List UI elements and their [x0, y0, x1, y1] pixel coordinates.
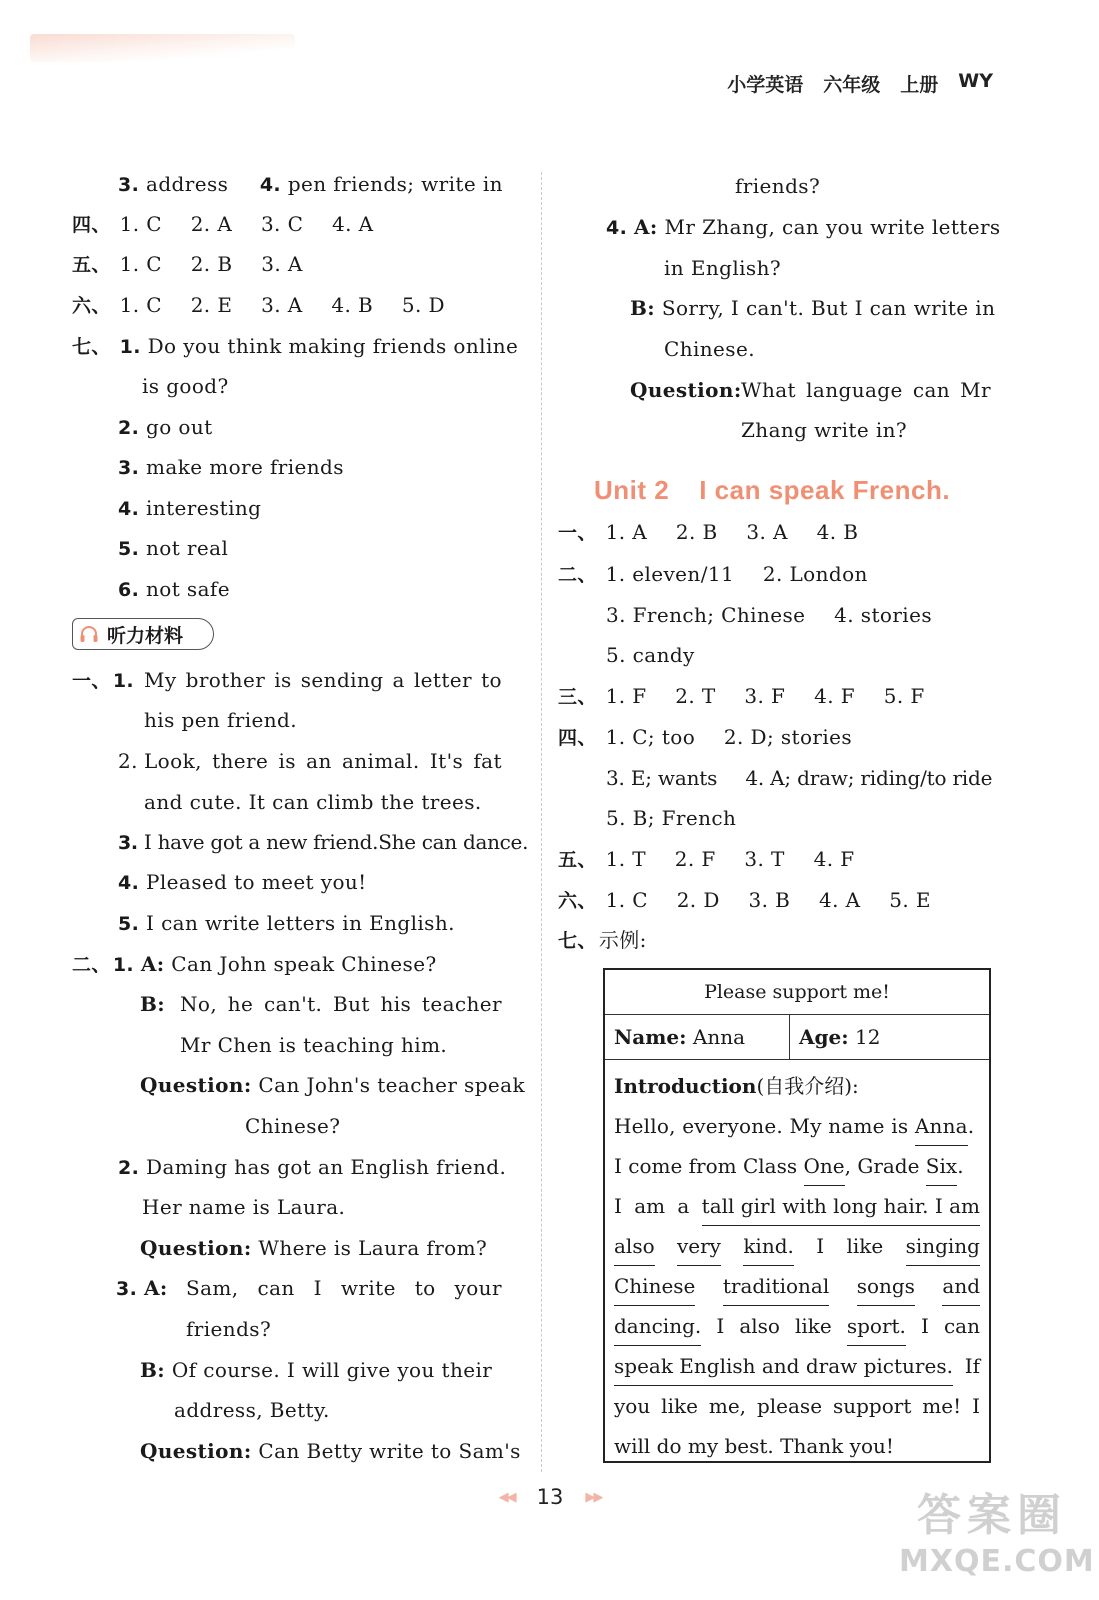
- header-volume: 上册: [900, 74, 939, 96]
- unit2-section-2: 二、 1. eleven/11 2. London: [558, 562, 868, 586]
- listening-2-dialog-1-b-cont: Mr Chen is teaching him.: [180, 1033, 448, 1057]
- unit2-section-1: 一、 1. A 2. B 3. A 4. B: [558, 520, 859, 544]
- listening-1-item-2-cont: and cute. It can climb the trees.: [144, 790, 482, 814]
- section-7-item-1: 七、 1. Do you think making friends online: [72, 334, 519, 358]
- intro-line: will do my best. Thank you!: [614, 1434, 894, 1458]
- unit2-section-6: 六、 1. C 2. D 3. B 4. A 5. E: [558, 888, 931, 912]
- header-subject: 小学英语: [727, 74, 804, 96]
- unit2-section-5: 五、 1. T 2. F 3. T 4. F: [558, 847, 855, 871]
- page-footer: [460, 1485, 640, 1509]
- listening-1-item-1-cont: his pen friend.: [144, 708, 298, 732]
- section-7-item-4: 4. interesting: [118, 496, 262, 520]
- listening-2-dialog-1-a: 二、 1. A: Can John speak Chinese?: [72, 952, 437, 976]
- listening-1-item-5: 5. I can write letters in English.: [118, 911, 455, 935]
- dialog-3-question-cont: friends?: [735, 174, 821, 198]
- unit2-section-2-row3: 5. candy: [606, 643, 695, 667]
- section-7-item-5: 5. not real: [118, 536, 229, 560]
- headphones-icon: [79, 625, 99, 643]
- listening-2-dialog-4-question-label: Question:: [630, 378, 742, 402]
- listening-2-dialog-1-question: Question: Can John's teacher speak: [140, 1073, 526, 1097]
- unit2-section-4-row3: 5. B; French: [606, 806, 737, 830]
- listening-2-dialog-4-b: B: Sorry, I can't. But I can write in: [630, 296, 996, 320]
- listening-1-item-4: 4. Pleased to meet you!: [118, 870, 367, 894]
- intro-line: dancing. I also like sport. I can: [614, 1306, 980, 1346]
- poster-name: Name: Anna: [605, 1015, 790, 1059]
- listening-1-item-1-text: My brother is sending a letter to: [144, 668, 502, 692]
- poster-info-row: [605, 1015, 989, 1060]
- listening-2-dialog-2-cont: Her name is Laura.: [142, 1195, 346, 1219]
- listening-1-item-3: 3. I have got a new friend.She can dance.: [118, 830, 529, 854]
- listening-2-dialog-2-question: Question: Where is Laura from?: [140, 1236, 488, 1260]
- listening-2-dialog-3-a-label: 3. A:: [116, 1276, 168, 1300]
- listening-1-item-1: 一、 1.: [72, 670, 135, 692]
- section-7-item-3: 3. make more friends: [118, 455, 344, 479]
- unit-heading: [594, 475, 980, 506]
- listening-material-badge: 听力材料: [72, 618, 214, 650]
- unit2-section-4: 四、 1. C; too 2. D; stories: [558, 725, 853, 749]
- listening-2-dialog-3-a: Sam, can I write to your: [186, 1276, 502, 1300]
- listening-2-dialog-3-question: Question: Can Betty write to Sam's: [140, 1439, 521, 1463]
- header-decoration: [30, 34, 295, 62]
- listening-2-dialog-3-a-cont: friends?: [186, 1317, 272, 1341]
- sample-poster: [603, 968, 991, 1463]
- intro-line: I am a tall girl with long hair. I am: [614, 1186, 980, 1226]
- listening-2-dialog-3-b: B: Of course. I will give you their: [140, 1358, 493, 1382]
- section-5-answers: 五、 1. C 2. B 3. A: [72, 252, 303, 276]
- intro-line: you like me, please support me! I: [614, 1394, 980, 1418]
- site-watermark: 答案圈 MXQE.COM: [899, 1490, 1095, 1579]
- intro-line: speak English and draw pictures. If: [614, 1346, 980, 1386]
- poster-introduction: [605, 1060, 989, 1466]
- listening-2-dialog-4-a: 4. A: Mr Zhang, can you write letters: [606, 215, 1001, 239]
- listening-1-item-2-num: 2.: [118, 749, 138, 773]
- column-divider: [541, 172, 542, 1472]
- unit2-section-7: 七、 示例:: [558, 928, 647, 952]
- listening-1-item-2: Look, there is an animal. It's fat: [144, 749, 502, 773]
- listening-2-dialog-4-question-cont: Zhang write in?: [741, 418, 908, 442]
- poster-title: Please support me!: [605, 970, 989, 1015]
- section-4-answers: 四、 1. C 2. A 3. C 4. A: [72, 212, 374, 236]
- unit2-section-2-row2: 3. French; Chinese 4. stories: [606, 603, 932, 627]
- section-7-item-1-cont: is good?: [142, 374, 229, 398]
- listening-2-dialog-2: 2. Daming has got an English friend.: [118, 1155, 507, 1179]
- intro-heading: Introduction (自我介绍):: [614, 1074, 859, 1098]
- unit2-section-3: 三、 1. F 2. T 3. F 4. F 5. F: [558, 684, 925, 708]
- header-edition: WY: [958, 70, 993, 92]
- intro-line: Chinese traditional songs and: [614, 1266, 980, 1306]
- decor-arrows-right-icon: ▶▶: [585, 1489, 602, 1505]
- page-header: [727, 70, 993, 97]
- listening-2-dialog-1-b: No, he can't. But his teacher: [180, 992, 502, 1016]
- section-7-item-2: 2. go out: [118, 415, 213, 439]
- listening-2-dialog-1-question-cont: Chinese?: [245, 1114, 341, 1138]
- section-7-item-6: 6. not safe: [118, 577, 230, 601]
- page-number: 13: [536, 1485, 564, 1509]
- listening-2-dialog-4-b-cont: Chinese.: [664, 337, 755, 361]
- poster-age: Age: 12: [799, 1025, 881, 1049]
- unit-title: I can speak French.: [699, 475, 951, 505]
- answer-line: 3. address 4. pen friends; write in: [118, 172, 503, 196]
- unit-number: Unit 2: [594, 475, 670, 505]
- listening-2-dialog-4-a-cont: in English?: [664, 256, 781, 280]
- listening-2-dialog-4-question: What language can Mr: [741, 378, 991, 402]
- intro-line: also very kind. I like singing: [614, 1226, 980, 1266]
- unit2-section-4-row2: 3. E; wants 4. A; draw; riding/to ride: [606, 766, 993, 790]
- header-grade: 六年级: [823, 74, 881, 96]
- intro-line: Hello, everyone. My name is Anna .: [614, 1106, 980, 1146]
- intro-line: I come from Class One , Grade Six .: [614, 1146, 980, 1186]
- section-6-answers: 六、 1. C 2. E 3. A 4. B 5. D: [72, 293, 445, 317]
- listening-2-dialog-3-b-cont: address, Betty.: [174, 1398, 330, 1422]
- decor-arrows-left-icon: ◀◀: [498, 1489, 515, 1505]
- listening-2-dialog-1-b-label: B:: [140, 992, 166, 1016]
